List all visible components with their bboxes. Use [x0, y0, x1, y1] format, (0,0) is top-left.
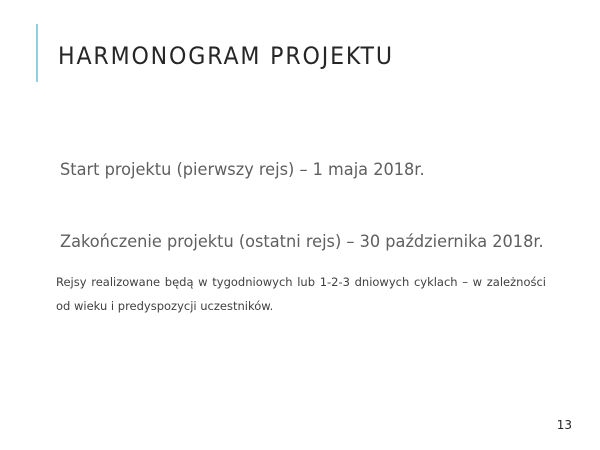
title-accent-bar — [36, 24, 38, 82]
project-end-text: Zakończenie projektu (ostatni rejs) – 30 października 2018r. — [60, 232, 544, 252]
project-start-text: Start projektu (pierwszy rejs) – 1 maja 2018r. — [60, 160, 425, 180]
slide-title: HARMONOGRAM PROJEKTU — [58, 42, 394, 70]
page-number: 13 — [556, 418, 572, 432]
cruise-schedule-note: Rejsy realizowane będą w tygodniowych lub 1-2-3 dniowych cyklach – w zależności od wieku i predyspozycji uczestników. — [56, 275, 546, 313]
